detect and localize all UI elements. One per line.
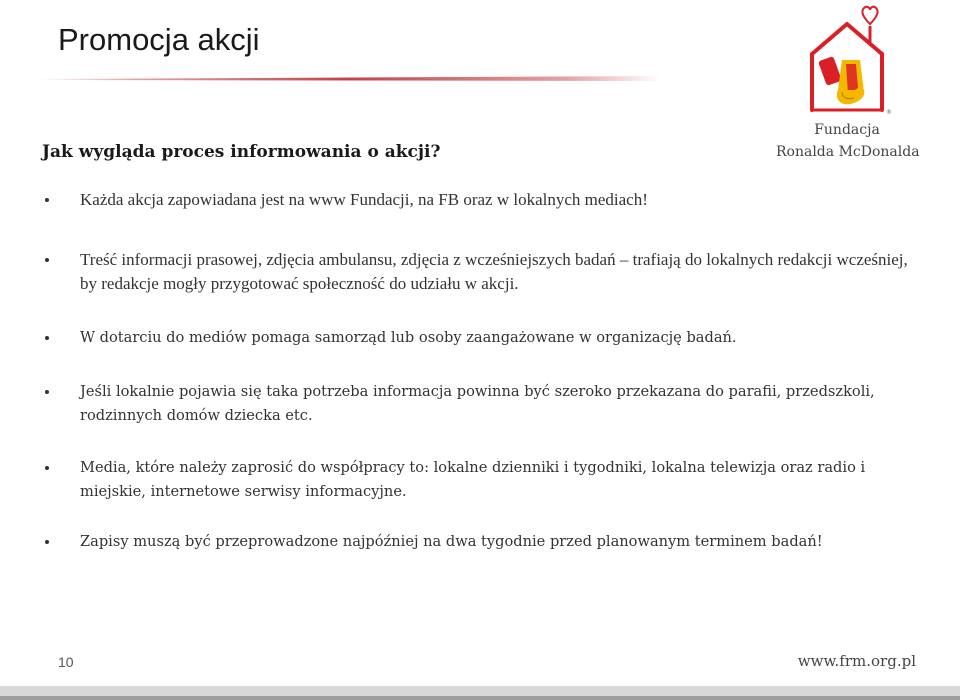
bullet-text: Jeśli lokalnie pojawia się taka potrzeba informacja powinna być szeroko przekazana do parafii, przedszkoli, rodzinnych domów dziecka etc. <box>80 383 875 424</box>
foundation-logo-text <box>776 119 918 163</box>
bullet-item <box>40 326 737 350</box>
footer-bar-shadow <box>0 696 960 700</box>
bullet-text: Zapisy muszą być przeprowadzone najpóźniej na dwa tygodnie przed planowanym terminem badań! <box>80 533 823 550</box>
registered-mark: ® <box>886 109 892 116</box>
bullet-item <box>40 188 648 212</box>
bullet-item <box>40 456 920 504</box>
slide-title: Promocja akcji <box>58 22 260 57</box>
bullet-text: Treść informacji prasowej, zdjęcia ambulansu, zdjęcia z wcześniejszych badań – trafiają do lokalnych redakcji wcześniej, by redakcje mogły przygotować społeczność do udziału w akcji. <box>80 250 908 293</box>
bullet-icon <box>45 336 49 340</box>
bullet-icon <box>45 198 49 202</box>
website-url: www.frm.org.pl <box>797 652 916 670</box>
bullet-text: Każda akcja zapowiadana jest na www Fundacji, na FB oraz w lokalnych mediach! <box>80 190 648 209</box>
bullet-text: Media, które należy zaprosić do współpracy to: lokalne dzienniki i tygodniki, lokalna telewizja oraz radio i miejskie, internetowe serwisy informacyjne. <box>80 459 866 500</box>
title-underline <box>40 76 660 82</box>
bullet-item <box>40 248 920 296</box>
bullet-text: W dotarciu do mediów pomaga samorząd lub osoby zaangażowane w organizację badań. <box>80 329 737 346</box>
slide-subtitle: Jak wygląda proces informowania o akcji? <box>42 142 441 162</box>
bullet-icon <box>45 540 49 544</box>
bullet-icon <box>45 258 49 262</box>
logo-line-1: Fundacja <box>814 122 880 138</box>
logo-line-2: Ronalda McDonalda <box>776 144 920 160</box>
bullet-item <box>40 530 823 554</box>
bullet-icon <box>45 390 49 394</box>
page-number: 10 <box>58 654 74 670</box>
bullet-item <box>40 380 920 428</box>
bullet-icon <box>45 466 49 470</box>
